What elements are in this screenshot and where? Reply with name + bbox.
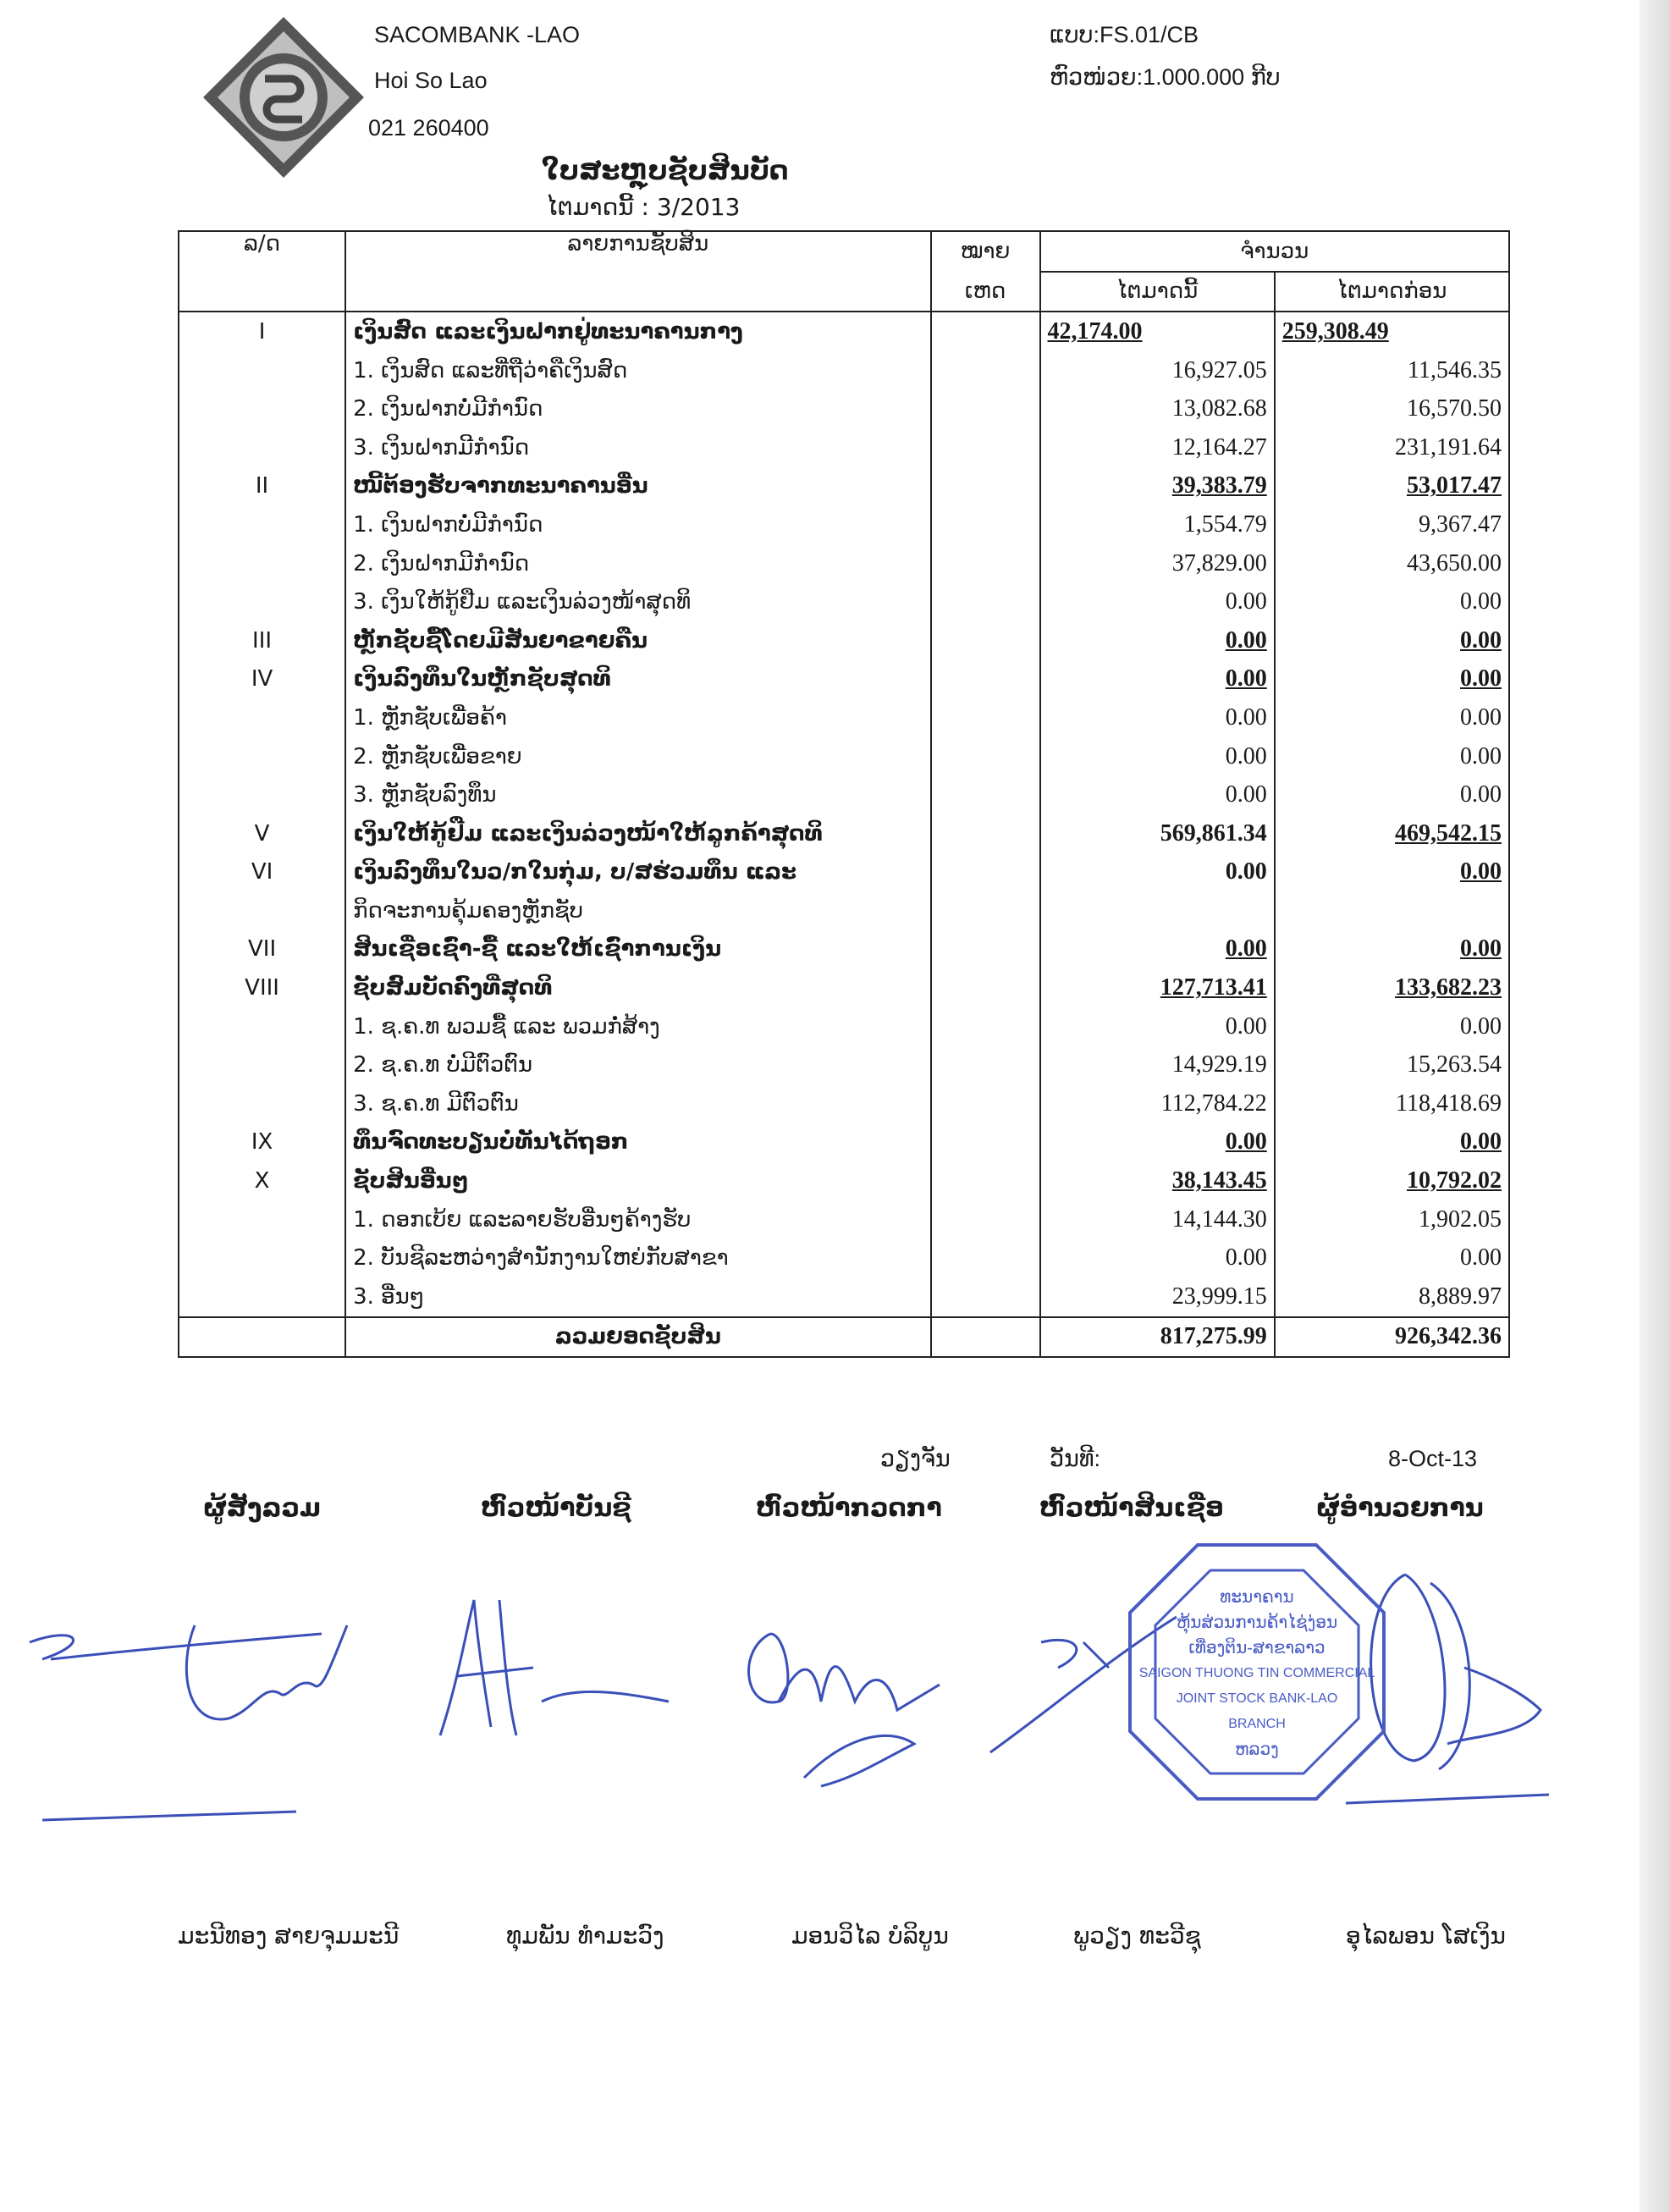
stamp-line-5: JOINT STOCK BANK-LAO [1176,1691,1338,1706]
name-credit-head: ພູວຽງ ທະວີຊຸ [1073,1922,1201,1950]
row-note [931,312,1040,351]
table-row [179,1277,1509,1317]
table-row [179,968,1509,1007]
row-current: 38,143.45 [1040,1161,1275,1200]
row-previous: 53,017.47 [1275,467,1509,506]
row-previous: 0.00 [1275,698,1509,737]
row-current: 0.00 [1040,737,1275,776]
row-code [179,1084,345,1123]
row-current: 112,784.22 [1040,1084,1275,1123]
row-note [931,1045,1040,1084]
row-note [931,891,1040,930]
col-header-note-bottom: ເຫດ [931,272,1040,312]
row-current: 13,082.68 [1040,389,1275,428]
row-current: 12,164.27 [1040,428,1275,467]
row-code: IV [179,660,345,699]
total-previous: 926,342.36 [1275,1317,1509,1358]
row-label: ຫຼັກຊັບຊື້ໂດຍມີສັນຍາຂາຍຄືນ [345,621,931,660]
col-header-note-top: ໝາຍ [931,231,1040,272]
row-previous: 133,682.23 [1275,968,1509,1007]
table-row [179,660,1509,699]
row-code: IX [179,1123,345,1162]
total-row [179,1317,1509,1358]
row-previous: 0.00 [1275,930,1509,969]
row-label: ເງິນສົດ ແລະເງິນຝາກຢູ່ທະນາຄານກາງ [345,312,931,351]
row-label: 2. ຊ.ຄ.ທ ບໍ່ມີຕົວຕົນ [345,1045,931,1084]
row-label: 3. ເງິນໃຫ້ກູ້ຢືມ ແລະເງິນລ່ວງໜ້າສຸດທິ [345,582,931,621]
row-label: ສິນເຊື່ອເຊົ່າ-ຊື້ ແລະໃຫ້ເຊົ່າການເງິນ [345,930,931,969]
row-note [931,428,1040,467]
row-code [179,582,345,621]
row-previous: 11,546.35 [1275,351,1509,390]
row-previous: 0.00 [1275,621,1509,660]
row-note [931,737,1040,776]
row-current: 0.00 [1040,1123,1275,1162]
table-row [179,1161,1509,1200]
name-director: ອຸໄລພອນ ໂສເງິນ [1346,1922,1506,1950]
row-previous: 15,263.54 [1275,1045,1509,1084]
row-previous: 0.00 [1275,1123,1509,1162]
row-previous: 0.00 [1275,660,1509,699]
row-note [931,389,1040,428]
row-previous: 0.00 [1275,1238,1509,1277]
row-note [931,930,1040,969]
title-credit-head: ຫົວໜ້າສິນເຊື່ອ [1039,1493,1224,1523]
stamp-line-2: ຫຸ້ນສ່ວນການຄ້າໄຊ່ງ່ອນ [1176,1613,1338,1632]
date-label: ວັນທີ: [1050,1446,1101,1471]
row-previous: 0.00 [1275,737,1509,776]
row-code [179,505,345,544]
title-chief-accountant: ຫົວໜ້າບັນຊີ [481,1493,631,1523]
table-row [179,621,1509,660]
stamp-line-4: SAIGON THUONG TIN COMMERCIAL [1138,1666,1375,1680]
row-code [179,1277,345,1317]
total-current: 817,275.99 [1040,1317,1275,1358]
row-label: ທຶນຈົດທະບຽນບໍ່ທັນໄດ້ຖອກ [345,1123,931,1162]
period-label: ໄຕມາດນີ້ : 3/2013 [546,193,741,221]
row-code [179,698,345,737]
table-body [179,312,1509,1316]
row-current: 1,554.79 [1040,505,1275,544]
table-row [179,930,1509,969]
row-note [931,1123,1040,1162]
signature-compiler [25,1591,364,1845]
table-row [179,1007,1509,1046]
row-previous: 16,570.50 [1275,389,1509,428]
table-row [179,467,1509,506]
place: ວຽງຈັນ [880,1446,951,1471]
row-label: ຊັບສົມບັດຄົງທີ່ສຸດທິ [345,968,931,1007]
row-previous: 8,889.97 [1275,1277,1509,1317]
row-current: 0.00 [1040,853,1275,892]
table-row [179,1123,1509,1162]
row-label: 1. ຊ.ຄ.ທ ພວມຊື້ ແລະ ພວມກໍ່ສ້າງ [345,1007,931,1046]
row-label: 3. ຊ.ຄ.ທ ມີຕົວຕົນ [345,1084,931,1123]
row-note [931,1277,1040,1317]
unit-label: ຫົວໜ່ວຍ:1.000.000 ກີບ [1050,64,1281,90]
row-note [931,351,1040,390]
table-row [179,1045,1509,1084]
table-row [179,891,1509,930]
table-row [179,312,1509,351]
row-code: X [179,1161,345,1200]
row-current: 0.00 [1040,1007,1275,1046]
table-row [179,737,1509,776]
row-current: 0.00 [1040,621,1275,660]
bank-logo [199,13,368,182]
row-previous: 1,902.05 [1275,1200,1509,1239]
balance-sheet-table [178,230,1510,1358]
table-row [179,814,1509,853]
name-compiler: ມະນີທອງ ສາຍຈຸມມະນີ [178,1922,400,1950]
row-previous: 10,792.02 [1275,1161,1509,1200]
row-note [931,1007,1040,1046]
row-note [931,660,1040,699]
row-label: ຊັບສິນອື່ນໆ [345,1161,931,1200]
title-chief-auditor: ຫົວໜ້າກວດກາ [756,1493,942,1523]
row-current: 127,713.41 [1040,968,1275,1007]
table-row [179,389,1509,428]
signature-chief-accountant [406,1583,677,1778]
table-row [179,853,1509,892]
row-code [179,428,345,467]
row-previous: 0.00 [1275,775,1509,814]
table-row [179,428,1509,467]
row-label: 3. ເງິນຝາກມີກຳນົດ [345,428,931,467]
row-label: 2. ເງິນຝາກມີກຳນົດ [345,544,931,583]
row-code: VII [179,930,345,969]
col-header-current: ໄຕມາດນີ້ [1040,272,1275,312]
row-current [1040,891,1275,930]
row-code: I [179,312,345,351]
row-code: II [179,467,345,506]
office-name: Hoi So Lao [374,68,488,93]
table-row [179,544,1509,583]
row-note [931,1161,1040,1200]
row-previous: 43,650.00 [1275,544,1509,583]
row-note [931,968,1040,1007]
row-previous: 0.00 [1275,582,1509,621]
row-current: 14,144.30 [1040,1200,1275,1239]
page-edge-shadow [1640,0,1670,2212]
name-chief-auditor: ມອນວິໄລ ບໍລິບູນ [791,1922,949,1950]
row-current: 14,929.19 [1040,1045,1275,1084]
bank-name: SACOMBANK -LAO [374,22,581,47]
col-header-previous: ໄຕມາດກ່ອນ [1275,272,1509,312]
row-current: 39,383.79 [1040,467,1275,506]
row-current: 37,829.00 [1040,544,1275,583]
row-current: 0.00 [1040,775,1275,814]
row-code [179,1007,345,1046]
row-label: 1. ດອກເບ້ຍ ແລະລາຍຮັບອື່ນໆຄ້າງຮັບ [345,1200,931,1239]
row-note [931,1084,1040,1123]
row-code [179,737,345,776]
row-previous: 118,418.69 [1275,1084,1509,1123]
row-current: 569,861.34 [1040,814,1275,853]
row-label: ເງິນລົງທຶນໃນວ/ກໃນກຸ່ມ, ບ/ສຮ່ວມທຶນ ແລະ [345,853,931,892]
row-previous: 0.00 [1275,853,1509,892]
row-current: 0.00 [1040,930,1275,969]
row-label: ກິດຈະການຄຸ້ມຄອງຫຼັກຊັບ [345,891,931,930]
stamp-line-6: BRANCH [1228,1717,1286,1731]
row-label: 1. ເງິນສົດ ແລະທີ່ຖືວ່າຄືເງິນສົດ [345,351,931,390]
row-label: 2. ຫຼັກຊັບເພື່ອຂາຍ [345,737,931,776]
table-row [179,351,1509,390]
row-previous: 9,367.47 [1275,505,1509,544]
row-code [179,1045,345,1084]
row-note [931,505,1040,544]
row-code [179,351,345,390]
row-code: VIII [179,968,345,1007]
row-current: 0.00 [1040,660,1275,699]
col-header-no: ລ/ດ [179,231,345,312]
phone-number: 021 260400 [368,115,489,141]
stamp-line-3: ເທື່ອງຕິນ-ສາຂາລາວ [1188,1639,1326,1658]
official-stamp [1117,1532,1397,1812]
document-title: ໃບສະຫຼຸບຊັບສິນບັດ [542,154,789,186]
row-note [931,582,1040,621]
row-current: 42,174.00 [1040,312,1275,351]
row-note [931,467,1040,506]
row-label: ເງິນໃຫ້ກູ້ຢືມ ແລະເງິນລ່ວງໜ້າໃຫ້ລູກຄ້າສຸດທິ [345,814,931,853]
title-director: ຜູ້ອຳນວຍການ [1316,1493,1484,1523]
row-code [179,544,345,583]
table-row [179,775,1509,814]
row-previous: 0.00 [1275,1007,1509,1046]
row-code [179,1238,345,1277]
row-code: III [179,621,345,660]
row-label: 3. ຫຼັກຊັບລົງທຶນ [345,775,931,814]
total-label: ລວມຍອດຊັບສິນ [345,1317,931,1358]
row-previous: 259,308.49 [1275,312,1509,351]
row-label: 1. ຫຼັກຊັບເພື່ອຄ້າ [345,698,931,737]
row-current: 0.00 [1040,582,1275,621]
row-label: ເງິນລົງທຶນໃນຫຼັກຊັບສຸດທິ [345,660,931,699]
title-compiler: ຜູ້ສັງລວມ [203,1493,322,1523]
row-code [179,775,345,814]
row-note [931,1200,1040,1239]
row-note [931,621,1040,660]
row-label: 1. ເງິນຝາກບໍ່ມີກຳນົດ [345,505,931,544]
row-note [931,1238,1040,1277]
stamp-line-7: ຫລວງ [1235,1740,1279,1759]
row-current: 0.00 [1040,698,1275,737]
name-chief-accountant: ທຸມພັນ ທຳມະວົງ [506,1922,664,1950]
row-code: VI [179,853,345,892]
row-previous: 469,542.15 [1275,814,1509,853]
row-code [179,389,345,428]
row-label: 3. ອື່ນໆ [345,1277,931,1317]
signature-chief-auditor [719,1583,999,1803]
row-current: 0.00 [1040,1238,1275,1277]
form-code: ແບບ:FS.01/CB [1050,22,1199,47]
row-previous: 231,191.64 [1275,428,1509,467]
row-label: ໜີ້ຕ້ອງຮັບຈາກທະນາຄານອື່ນ [345,467,931,506]
row-note [931,775,1040,814]
row-code [179,1200,345,1239]
row-note [931,544,1040,583]
date-value: 8-Oct-13 [1388,1446,1478,1471]
row-note [931,853,1040,892]
row-label: 2. ເງິນຝາກບໍ່ມີກຳນົດ [345,389,931,428]
table-row [179,1084,1509,1123]
table-row [179,1200,1509,1239]
stamp-line-1: ທະນາຄານ [1220,1588,1294,1607]
row-current: 23,999.15 [1040,1277,1275,1317]
row-code: V [179,814,345,853]
row-note [931,698,1040,737]
table-row [179,698,1509,737]
row-note [931,814,1040,853]
row-current: 16,927.05 [1040,351,1275,390]
col-header-item: ລາຍການຊັບສິນ [345,231,931,312]
table-row [179,582,1509,621]
table-row [179,505,1509,544]
row-code [179,891,345,930]
row-previous [1275,891,1509,930]
row-label: 2. ບັນຊີລະຫວ່າງສຳນັກງານໃຫຍ່ກັບສາຂາ [345,1238,931,1277]
col-header-amount: ຈຳນວນ [1040,231,1509,272]
table-row [179,1238,1509,1277]
